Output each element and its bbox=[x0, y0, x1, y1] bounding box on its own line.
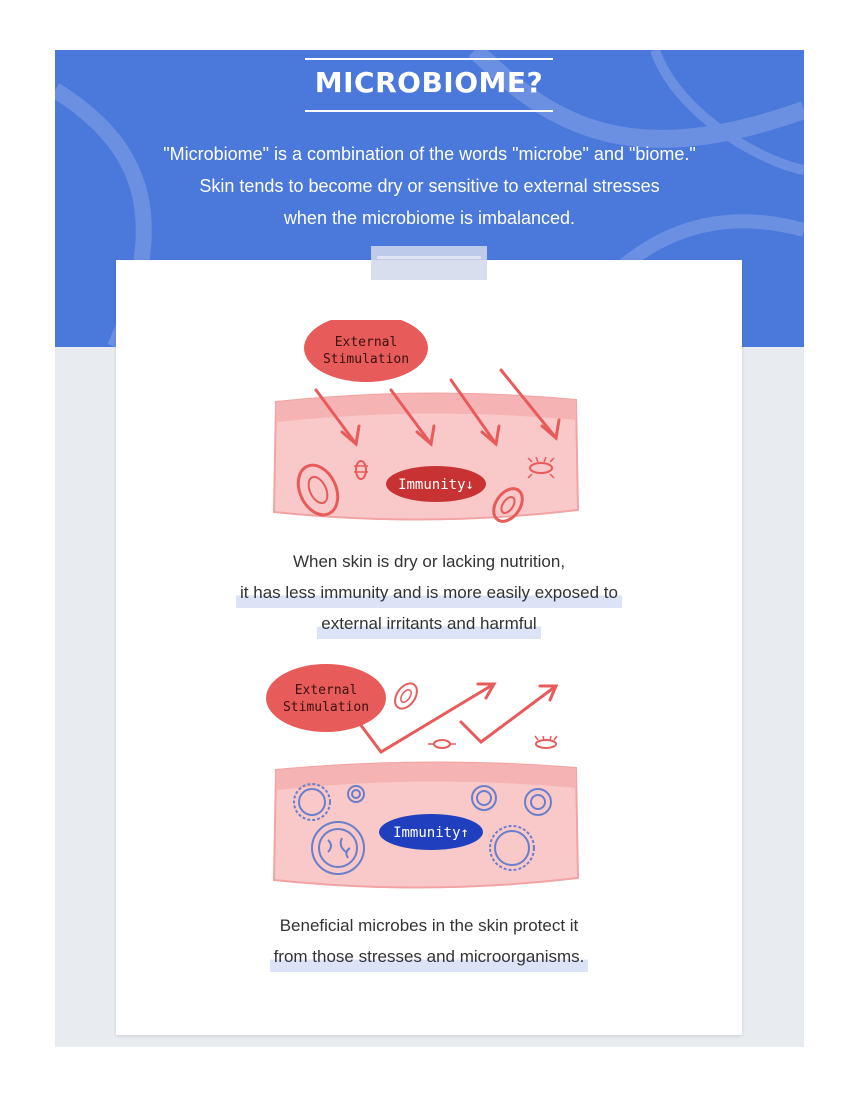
caption-top-line-2: it has less immunity and is more easily exposed to bbox=[236, 577, 622, 608]
bubble-label-2-line-1: External bbox=[294, 683, 358, 698]
intro-line-3: when the microbiome is imbalanced. bbox=[283, 208, 576, 228]
infographic-panel bbox=[55, 50, 804, 1047]
immunity-label-2: Immunity↑ bbox=[393, 825, 469, 841]
caption-top-line-3: external irritants and harmful bbox=[317, 608, 540, 639]
intro-line-1: "Microbiome" is a combination of the words "microbe" and "biome." bbox=[163, 144, 696, 164]
intro-text bbox=[55, 138, 804, 234]
caption-bottom-line-2: from those stresses and microorganisms. bbox=[270, 941, 589, 972]
title-frame bbox=[305, 58, 553, 112]
external-stimulation-bubble-2 bbox=[266, 664, 386, 732]
content-card bbox=[116, 260, 742, 1035]
caption-bottom-line-1: Beneficial microbes in the skin protect it bbox=[279, 916, 579, 935]
strong-immunity-illustration bbox=[256, 652, 596, 892]
immunity-label: Immunity↓ bbox=[398, 477, 474, 493]
bubble-label-line-2: Stimulation bbox=[322, 352, 410, 367]
bubble-label-line-1: External bbox=[334, 335, 398, 350]
deflected-bug-icon-2 bbox=[535, 736, 557, 748]
weak-immunity-illustration bbox=[256, 320, 596, 530]
caption-bottom bbox=[116, 910, 742, 972]
deflected-microbe-icon bbox=[391, 679, 422, 712]
bubble-label-2-line-2: Stimulation bbox=[282, 700, 370, 715]
deflected-bug-icon bbox=[428, 740, 456, 748]
tape-decoration bbox=[371, 246, 487, 280]
external-stimulation-bubble bbox=[304, 320, 428, 382]
tape-highlight bbox=[377, 256, 481, 259]
intro-line-2: Skin tends to become dry or sensitive to external stresses bbox=[199, 176, 660, 196]
page-title: MICROBIOME? bbox=[314, 66, 544, 99]
caption-top bbox=[116, 546, 742, 639]
caption-top-line-1: When skin is dry or lacking nutrition, bbox=[292, 552, 566, 571]
